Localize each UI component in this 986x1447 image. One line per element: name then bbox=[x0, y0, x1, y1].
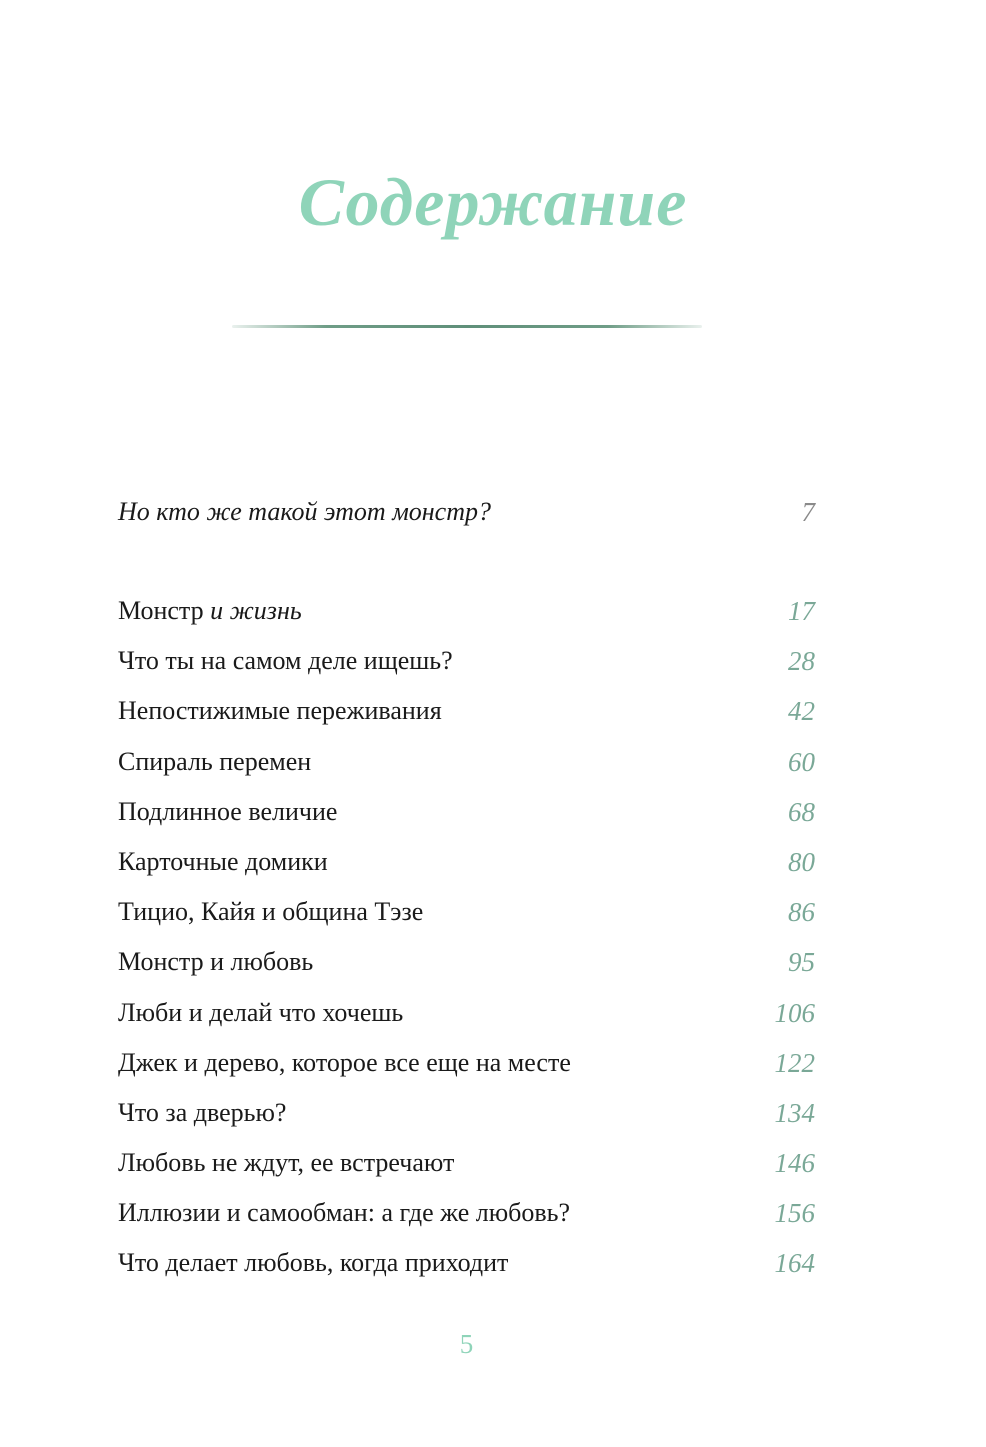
toc-row-page: 134 bbox=[774, 1097, 815, 1128]
toc-row-page: 86 bbox=[788, 897, 815, 928]
toc-row-page: 164 bbox=[774, 1248, 815, 1279]
toc-intro-row[interactable] bbox=[118, 495, 815, 529]
toc-row[interactable] bbox=[118, 745, 815, 795]
toc-intro-label: Но кто же такой этот монстр? bbox=[118, 497, 492, 526]
toc-row-label: Тицио, Кайя и община Тэзе bbox=[118, 897, 424, 927]
toc-row-label bbox=[118, 594, 302, 628]
toc-row[interactable] bbox=[118, 644, 815, 694]
toc-row[interactable] bbox=[118, 795, 815, 845]
toc-row[interactable] bbox=[118, 1196, 815, 1246]
toc-row[interactable] bbox=[118, 694, 815, 744]
toc-row-label: Любовь не ждут, ее встречают bbox=[118, 1148, 455, 1178]
toc-intro-page: 7 bbox=[801, 497, 815, 527]
toc-row-page: 28 bbox=[788, 646, 815, 677]
toc-row[interactable] bbox=[118, 1246, 815, 1296]
toc-row-label: Карточные домики bbox=[118, 846, 328, 876]
toc-row-page: 146 bbox=[774, 1148, 815, 1179]
toc-row-label: Что ты на самом деле ищешь? bbox=[118, 646, 453, 676]
toc-row-label-italic: и жизнь bbox=[210, 596, 302, 625]
toc-row-label: Спираль перемен bbox=[118, 746, 312, 776]
toc-row-page: 95 bbox=[788, 947, 815, 978]
page-number: 5 bbox=[459, 1329, 474, 1359]
toc-row[interactable] bbox=[118, 845, 815, 895]
toc-row[interactable] bbox=[118, 895, 815, 945]
toc-row-page: 68 bbox=[788, 796, 815, 827]
toc-row[interactable] bbox=[118, 594, 815, 644]
toc-row-label: Джек и дерево, которое все еще на месте bbox=[118, 1047, 571, 1077]
toc-row[interactable] bbox=[118, 996, 815, 1046]
toc-row-page: 42 bbox=[788, 696, 815, 727]
toc-row[interactable] bbox=[118, 1146, 815, 1196]
toc-row-page: 60 bbox=[788, 746, 815, 777]
toc-row[interactable] bbox=[118, 945, 815, 995]
toc-row-label: Подлинное величие bbox=[118, 796, 338, 826]
toc-row-label: Люби и делай что хочешь bbox=[118, 997, 404, 1027]
toc-row-label: Иллюзии и самообман: а где же любовь? bbox=[118, 1198, 571, 1228]
toc-row-label-plain: Монстр bbox=[118, 596, 211, 625]
page-title: Содержание bbox=[298, 164, 688, 240]
toc-row-label: Непостижимые переживания bbox=[118, 696, 442, 726]
toc-row-label: Что делает любовь, когда приходит bbox=[118, 1248, 509, 1278]
toc-row[interactable] bbox=[118, 1096, 815, 1146]
toc-row-label: Монстр и любовь bbox=[118, 947, 314, 977]
toc-row-page: 106 bbox=[774, 997, 815, 1028]
toc-row[interactable] bbox=[118, 1046, 815, 1096]
toc-row-page: 122 bbox=[774, 1047, 815, 1078]
toc-row-page: 17 bbox=[788, 596, 815, 626]
toc-row-label: Что за дверью? bbox=[118, 1097, 287, 1127]
title-divider bbox=[232, 325, 702, 328]
toc-row-page: 156 bbox=[774, 1198, 815, 1229]
table-of-contents bbox=[118, 594, 815, 1297]
toc-row-page: 80 bbox=[788, 846, 815, 877]
